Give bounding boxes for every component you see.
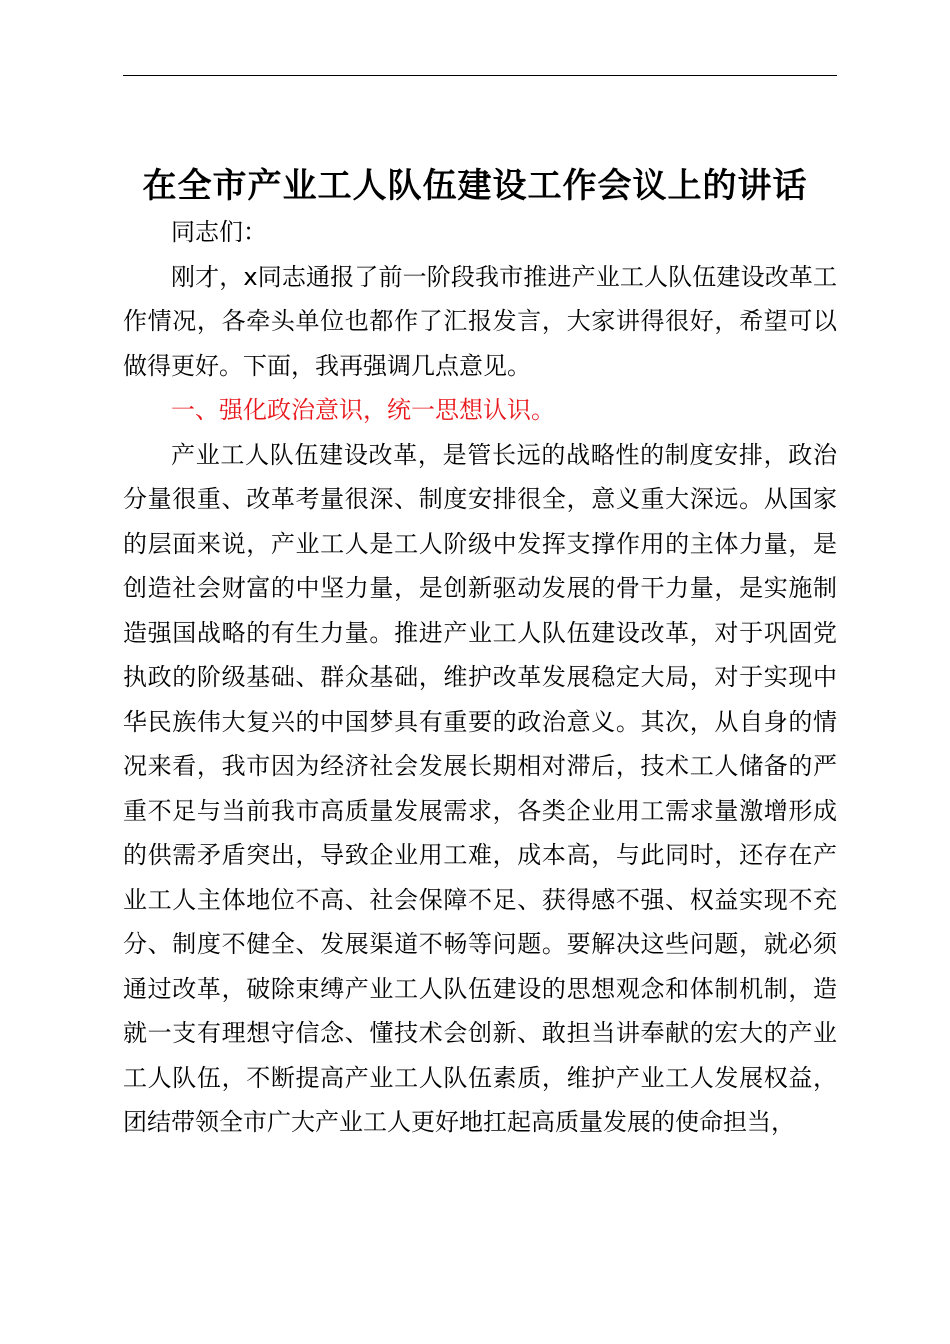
header-rule — [123, 75, 837, 76]
section-heading: 一、强化政治意识，统一思想认识。 — [171, 396, 555, 424]
salutation: 同志们： — [171, 218, 267, 246]
intro-paragraph: 刚才，x同志通报了前一阶段我市推进产业工人队伍建设改革工作情况，各牵头单位也都作了汇报发言，大家讲得很好，希望可以做得更好。下面，我再强调几点意见。 — [123, 262, 837, 380]
document-body — [123, 210, 837, 1145]
document-title: 在全市产业工人队伍建设工作会议上的讲话 — [142, 165, 808, 206]
section-body-paragraph: 产业工人队伍建设改革，是管长远的战略性的制度安排，政治分量很重、改革考量很深、制度安排很全，意义重大深远。从国家的层面来说，产业工人是工人阶级中发挥支撑作用的主体力量，是创造社会财富的中坚力量，是创新驱动发展的骨干力量，是实施制造强国战略的有生力量。推进产业工人队伍建设改革，对于巩固党执政的阶级基础、群众基础，维护改革发展稳定大局，对于实现中华民族伟大复兴的中国梦具有重要的政治意义。其次，从自身的情况来看，我市因为经济社会发展长期相对滞后，技术工人储备的严重不足与当前我市高质量发展需求，各类企业用工需求量激增形成的供需矛盾突出，导致企业用工难，成本高，与此同时，还存在产业工人主体地位不高、社会保障不足、获得感不强、权益实现不充分、制度不健全、发展渠道不畅等问题。要解决这些问题，就必须通过改革，破除束缚产业工人队伍建设的思想观念和体制机制，造就一支有理想守信念、懂技术会创新、敢担当讲奉献的宏大的产业工人队伍，不断提高产业工人队伍素质，维护产业工人发展权益，团结带领全市广大产业工人更好地扛起高质量发展的使命担当， — [123, 440, 837, 1136]
